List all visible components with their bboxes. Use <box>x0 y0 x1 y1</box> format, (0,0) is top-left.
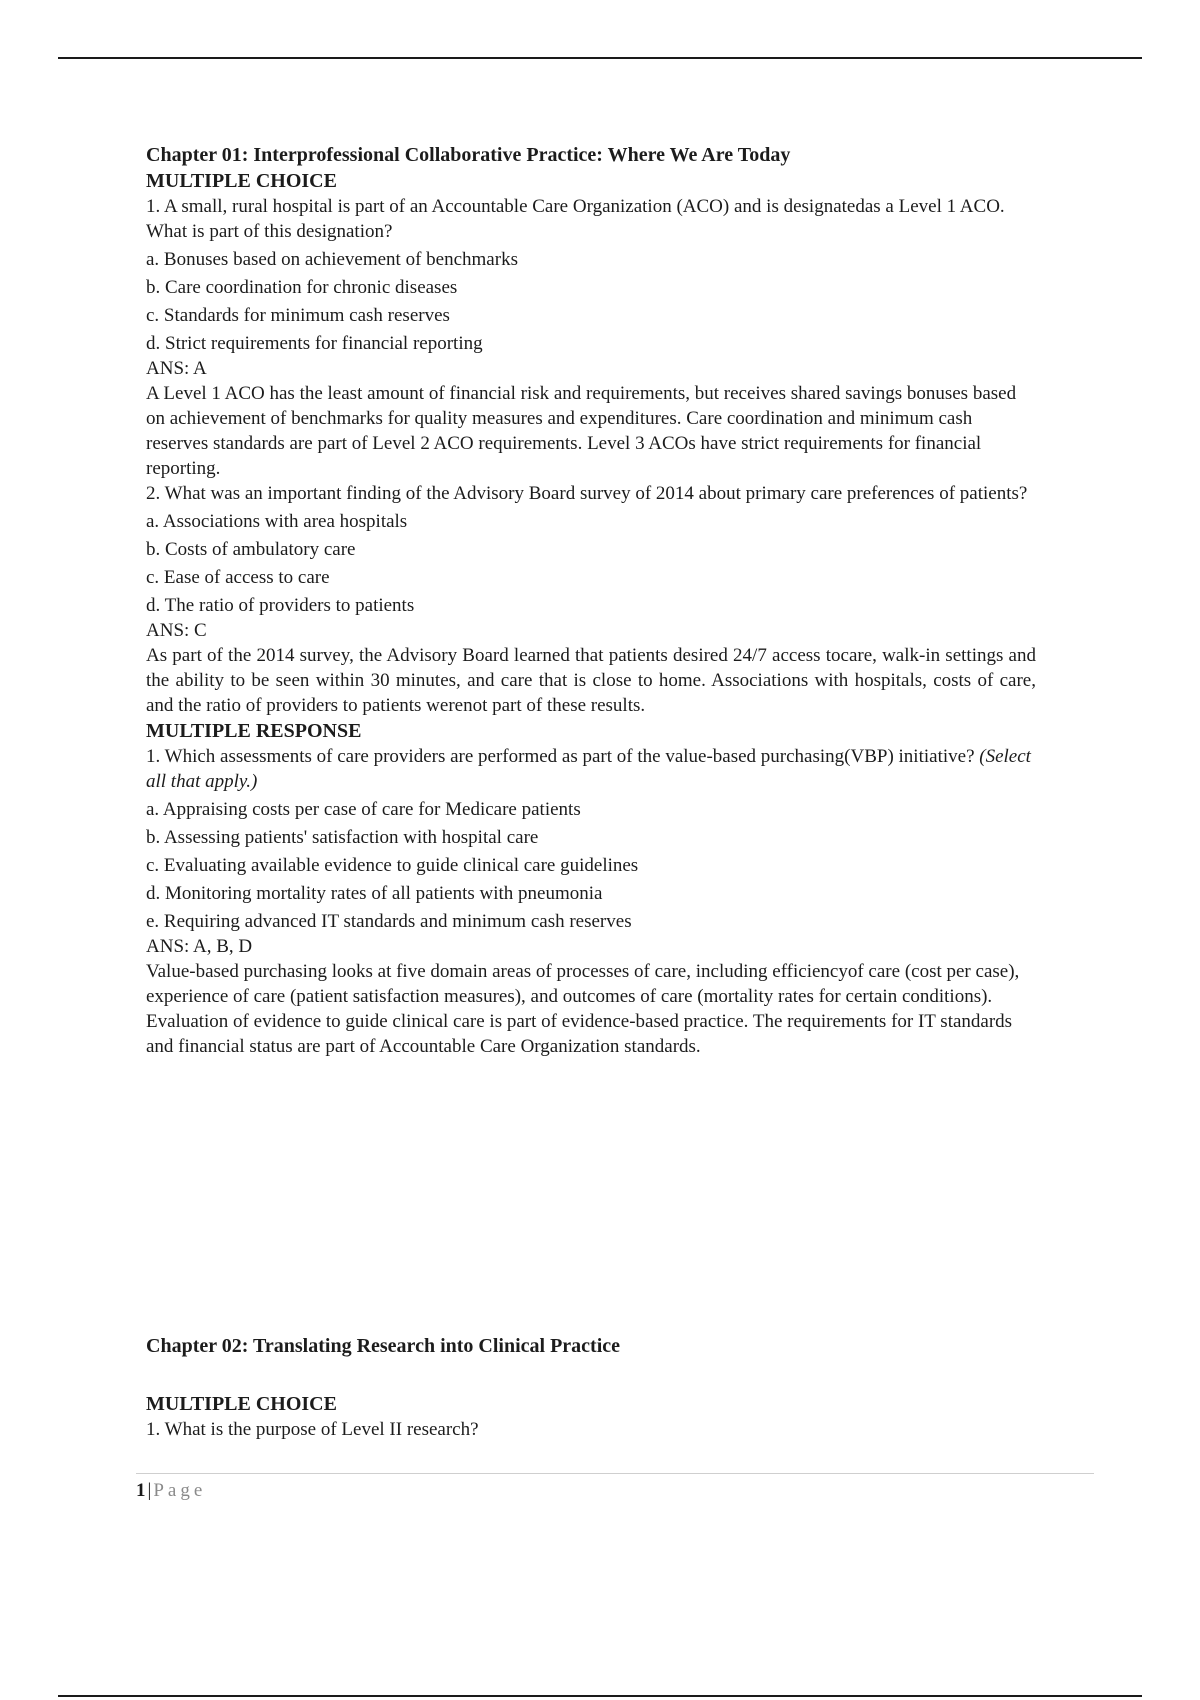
answer-option: c. Standards for minimum cash reserves <box>146 305 450 326</box>
answer-option: c. Evaluating available evidence to guide clinical care guidelines <box>146 855 639 876</box>
rationale-text: As part of the 2014 survey, the Advisory Board learned that patients desired 24/7 access tocare, walk-in settings and the ability to be seen within 30 minutes, and care that is close to home. Associations with hospitals, costs of care, and the ratio of providers to patients werenot part of these results. <box>146 645 1036 716</box>
answer-key: ANS: A <box>146 358 207 379</box>
page-label: Page <box>153 1480 207 1501</box>
answer-option: d. Monitoring mortality rates of all patients with pneumonia <box>146 883 603 904</box>
footer-rule <box>136 1473 1094 1474</box>
bottom-rule <box>58 1695 1142 1697</box>
answer-option: d. Strict requirements for financial reporting <box>146 333 483 354</box>
answer-option: e. Requiring advanced IT standards and minimum cash reserves <box>146 911 632 932</box>
question-stem-text: 1. Which assessments of care providers are performed as part of the value-based purchasing(VBP) initiative? <box>146 746 975 767</box>
chapter-1-section <box>146 142 1036 1059</box>
top-rule <box>58 57 1142 59</box>
answer-option: c. Ease of access to care <box>146 567 330 588</box>
footer-separator: | <box>147 1480 152 1501</box>
page-footer <box>136 1478 206 1504</box>
question-stem <box>146 744 1036 794</box>
multiple-response-heading: MULTIPLE RESPONSE <box>146 720 362 742</box>
answer-option: b. Care coordination for chronic diseases <box>146 277 458 298</box>
answer-key: ANS: A, B, D <box>146 936 253 957</box>
answer-option: d. The ratio of providers to patients <box>146 595 415 616</box>
question-stem: 2. What was an important finding of the Advisory Board survey of 2014 about primary care preferences of patients? <box>146 483 1028 504</box>
multiple-choice-heading: MULTIPLE CHOICE <box>146 170 337 192</box>
answer-option: b. Costs of ambulatory care <box>146 539 356 560</box>
rationale-text: A Level 1 ACO has the least amount of financial risk and requirements, but receives shared savings bonuses based on achievement of benchmarks for quality measures and expenditures. Care coordination and minimum cash reserves standards are part of Level 2 ACO requirements. Level 3 ACOs have strict requirements for financial reporting. <box>146 383 1017 479</box>
answer-key: ANS: C <box>146 620 207 641</box>
answer-option: b. Assessing patients' satisfaction with hospital care <box>146 827 539 848</box>
multiple-choice-heading: MULTIPLE CHOICE <box>146 1393 337 1415</box>
question-stem: 1. What is the purpose of Level II research? <box>146 1419 479 1440</box>
answer-option: a. Appraising costs per case of care for Medicare patients <box>146 799 581 820</box>
answer-option: a. Associations with area hospitals <box>146 511 408 532</box>
chapter-title: Chapter 01: Interprofessional Collaborative Practice: Where We Are Today <box>146 144 791 166</box>
answer-option: a. Bonuses based on achievement of benchmarks <box>146 249 518 270</box>
rationale-text: Value-based purchasing looks at five domain areas of processes of care, including efficiencyof care (cost per case), experience of care (patient satisfaction measures), and outcomes of care (mortality rates for certain conditions). Evaluation of evidence to guide clinical care is part of evidence-based practice. The requirements for IT standards and financial status are part of Accountable Care Organization standards. <box>146 961 1020 1057</box>
page-number: 1 <box>136 1480 146 1501</box>
chapter-2-section <box>146 1333 1036 1442</box>
select-all-instruction: (Select all that apply.) <box>146 746 1031 792</box>
chapter-title: Chapter 02: Translating Research into Clinical Practice <box>146 1335 621 1357</box>
question-stem: 1. A small, rural hospital is part of an Accountable Care Organization (ACO) and is designatedas a Level 1 ACO. What is part of this designation? <box>146 196 1005 242</box>
